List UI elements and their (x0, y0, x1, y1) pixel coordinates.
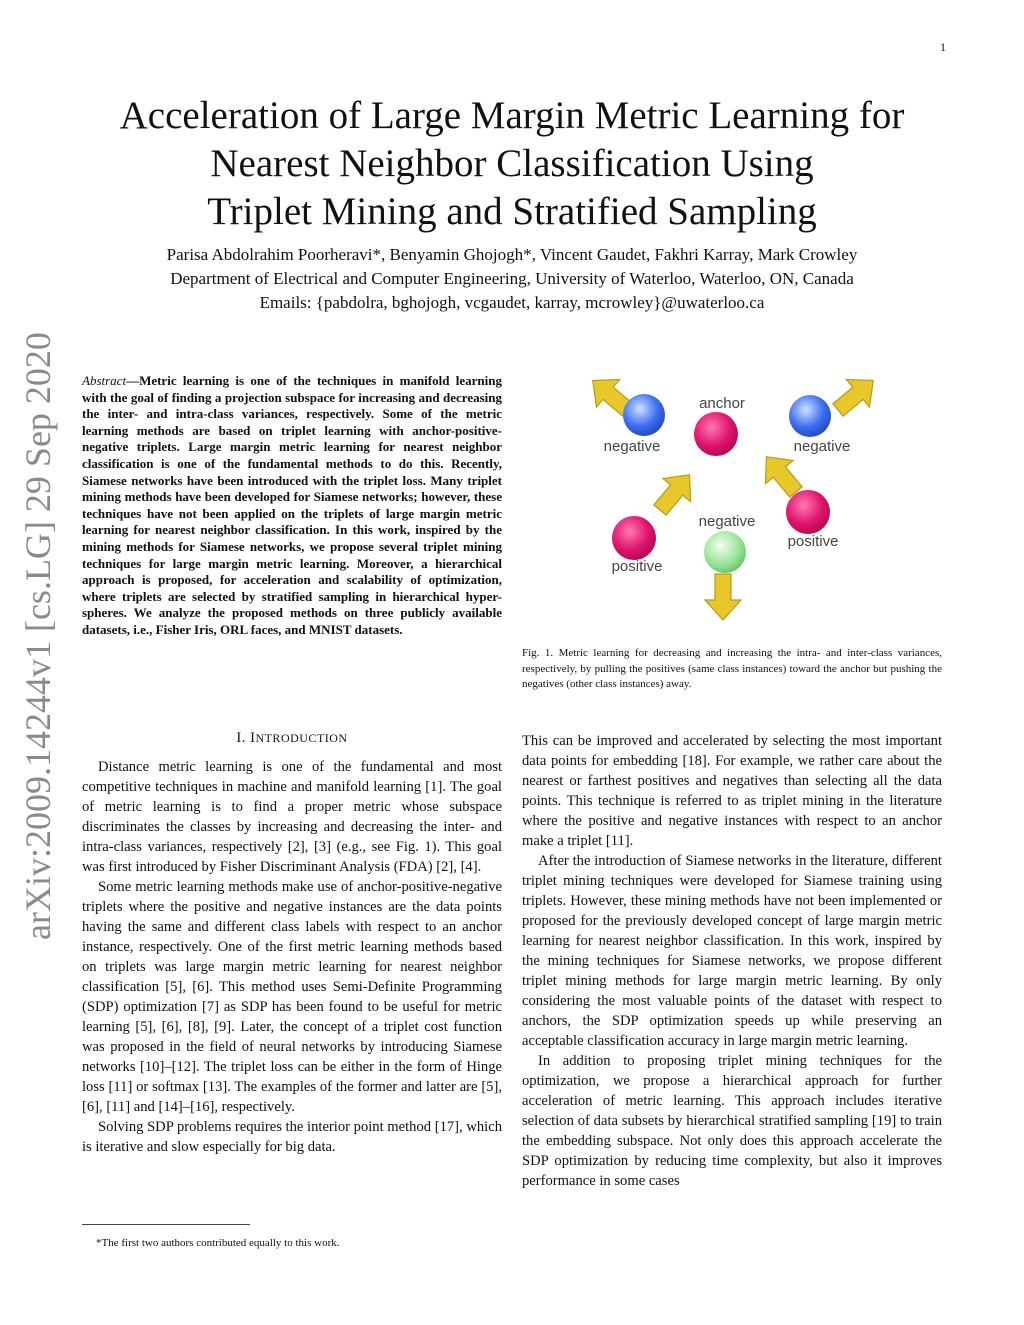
section-heading (82, 730, 502, 747)
affiliation: Department of Electrical and Computer Engineering, University of Waterloo, Waterloo, ON, Canada (170, 269, 854, 288)
arxiv-stamp: arXiv:2009.14244v1 [cs.LG] 29 Sep 2020 (18, 332, 58, 940)
emails: Emails: {pabdolra, bghojogh, vcgaudet, karray, mcrowley}@uwaterloo.ca (259, 293, 765, 312)
paragraph: Some metric learning methods make use of anchor-positive-negative triplets where the positive and negative instances are the data points having the same and different class labels with respect to an anchor instance, respectively. One of the first metric learning methods based on triplets was large margin metric learning for nearest neighbor classification [5], [6]. This method uses Semi-Definite Programming (SDP) optimization [7] as SDP has been found to be useful for metric learning [5], [6], [8], [9]. Later, the concept of a triplet cost function was proposed in the field of neural networks by introducing Siamese networks [10]–[12]. The triplet loss can be either in the form of Hinge loss [11] or softmax [13]. The examples of the former and latter are [5], [6], [11] and [14]–[16], respectively. (82, 879, 502, 1115)
abstract-text: —Metric learning is one of the techniques in manifold learning with the goal of finding a projection subspace for increasing and decreasing the inter- and intra-class variances, respectively. Some of the metric learning methods are based on triplet learning with anchor-positive-negative triplets. Large margin metric learning for nearest neighbor classification is one of the fundamental methods to do this. Recently, Siamese networks have been introduced with the triplet loss. Many triplet mining methods have been developed for Siamese networks; however, these techniques have not been applied on the triplets of large margin metric learning for nearest neighbor classification. In this work, inspired by the mining methods for Siamese networks, we propose several triplet mining techniques for large margin metric learning. Moreover, a hierarchical approach is proposed, for acceleration and scalability of optimization, where triplets are selected by stratified sampling in hierarchical hyper-spheres. We analyze the proposed methods on three publicly available datasets, i.e., Fisher Iris, ORL faces, and MNIST datasets. (82, 373, 502, 637)
footnote: *The first two authors contributed equally to this work. (96, 1237, 340, 1249)
metric-learning-diagram (540, 368, 960, 638)
paragraph: In addition to proposing triplet mining techniques for the optimization, we propose a hierarchical approach for further acceleration of metric learning. This approach includes iterative selection of data subsets by hierarchical stratified sampling [19] to train the embedding subspace. Not only does this approach accelerate the SDP optimization by reducing time complexity, but also it improves performance in some cases (522, 1053, 942, 1189)
figure-caption: Fig. 1. Metric learning for decreasing and increasing the intra- and inter-class variances, respectively, by pulling the positives (same class instances) toward the anchor but pushing the negatives (other class instances) away. (522, 647, 942, 690)
title-line-3: Triplet Mining and Stratified Sampling (207, 190, 817, 233)
negative-left-circle (623, 394, 665, 436)
page-number: 1 (940, 40, 946, 54)
author-names: Parisa Abdolrahim Poorheravi*, Benyamin Ghojogh*, Vincent Gaudet, Fakhri Karray, Mark Crowley (166, 245, 858, 264)
label-positive-right: positive (787, 533, 839, 550)
anchor-circle (694, 412, 738, 456)
paragraph: After the introduction of Siamese networks in the literature, different triplet mining techniques were developed for Siamese training using triplets. However, these mining methods have not been implemented or proposed for the previously developed concept of large margin metric learning for nearest neighbor classification. In this work, inspired by the mining techniques for Siamese networks, we propose different triplet mining methods for large margin metric learning. By only considering the most valuable points of the dataset with respect to anchors, the SDP optimization speeds up while preserving an acceptable classification accuracy in large margin metric learning. (522, 853, 942, 1049)
label-anchor: anchor (699, 395, 745, 412)
abstract-lead: Abstract (82, 373, 127, 388)
right-column-body (522, 731, 942, 1191)
author-block (60, 243, 964, 315)
arrow-negative-right-away (826, 368, 884, 424)
section-number: I. (236, 730, 246, 746)
label-negative-right: negative (793, 438, 851, 455)
negative-right-circle (789, 395, 831, 437)
positive-right-circle (786, 490, 830, 534)
label-positive-left: positive (611, 558, 663, 575)
paper-title (60, 92, 964, 236)
footnote-rule (82, 1224, 250, 1225)
abstract (82, 373, 502, 639)
title-line-2: Nearest Neighbor Classification Using (210, 142, 814, 185)
paragraph: This can be improved and accelerated by selecting the most important data points for embedding [18]. For example, we rather care about the nearest or farthest positives and negatives than selecting all the data points. This technique is referred to as triplet mining in the literature where the positive and negative instances with respect to an anchor make a triplet [11]. (522, 733, 942, 849)
title-line-1: Acceleration of Large Margin Metric Learning for (119, 94, 905, 137)
paragraph: Distance metric learning is one of the fundamental and most competitive techniques in machine and manifold learning [1]. The goal of metric learning is to find a proper metric whose subspace discriminates the classes by increasing and decreasing the inter- and intra-class variances, respectively [2], [3] (e.g., see Fig. 1). This goal was first introduced by Fisher Discriminant Analysis (FDA) [2], [4]. (82, 759, 502, 875)
paragraph: Solving SDP problems requires the interior point method [17], which is iterative and slow especially for big data. (82, 1119, 502, 1155)
arrow-positive-left-toward (646, 463, 703, 521)
positive-left-circle (612, 516, 656, 560)
left-column-body (82, 757, 502, 1157)
figure-1 (540, 368, 960, 638)
label-negative-bottom: negative (698, 513, 756, 530)
section-title-first: I (250, 730, 256, 746)
label-negative-left: negative (603, 438, 661, 455)
negative-bottom-circle (704, 531, 746, 573)
section-title-rest: NTRODUCTION (255, 731, 348, 745)
arrow-negative-bottom-away (705, 574, 741, 620)
